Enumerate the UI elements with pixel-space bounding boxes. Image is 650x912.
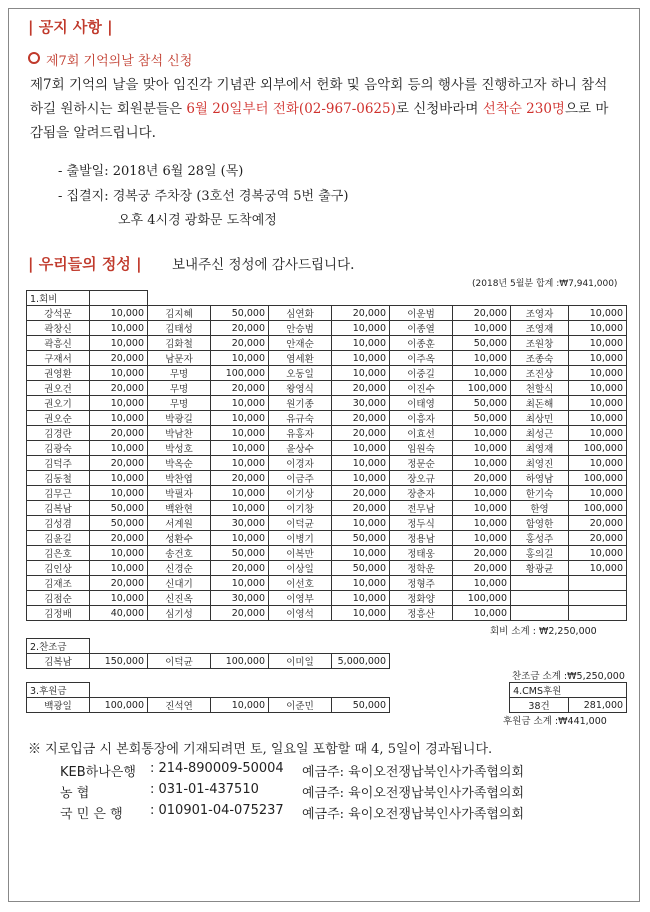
- donor-name: 김지혜: [148, 306, 211, 321]
- donor-name: 곽창신: [27, 321, 90, 336]
- donor-amount: 10,000: [332, 606, 390, 621]
- donor-name: 정형주: [390, 576, 453, 591]
- table-row: [27, 606, 627, 621]
- donor-amount: 10,000: [569, 381, 627, 396]
- donor-name: 이덕균: [269, 516, 332, 531]
- donor-name: 박찬엽: [148, 471, 211, 486]
- donor-amount: 10,000: [569, 351, 627, 366]
- donor-name: 이영석: [269, 606, 332, 621]
- donor-name: 조원창: [511, 336, 569, 351]
- donor-name: 정두식: [390, 516, 453, 531]
- donor-amount: 10,000: [332, 546, 390, 561]
- membership-subtotal: 회비 소계 : ₩2,250,000: [490, 626, 597, 637]
- donor-amount: 50,000: [453, 411, 511, 426]
- bank-name: KEB하나은행: [60, 765, 136, 780]
- donor-amount: 10,000: [453, 531, 511, 546]
- bank-holder: 예금주: 육이오전쟁납북인사가족협의회: [302, 765, 524, 780]
- donor-name: 송건호: [148, 546, 211, 561]
- donor-amount: 10,000: [569, 321, 627, 336]
- donor-amount: 10,000: [211, 576, 269, 591]
- donor-amount: 100,000: [453, 591, 511, 606]
- donor-name: 성환수: [148, 531, 211, 546]
- donor-amount: 20,000: [90, 531, 148, 546]
- donor-name: 김태성: [148, 321, 211, 336]
- donor-amount: 20,000: [332, 381, 390, 396]
- donor-amount: 10,000: [453, 486, 511, 501]
- donor-amount: 50,000: [211, 546, 269, 561]
- cms-amount: 281,000: [569, 698, 627, 713]
- donor-amount: 10,000: [332, 366, 390, 381]
- donor-name: 안승범: [269, 321, 332, 336]
- membership-label-row: [27, 291, 627, 306]
- bank-account: : 214-890009-50004: [150, 761, 284, 776]
- donor-name: 최영진: [511, 456, 569, 471]
- donor-name: 김화철: [148, 336, 211, 351]
- donor-name: 곽흥신: [27, 336, 90, 351]
- table-row: [27, 456, 627, 471]
- donor-name: 임원숙: [390, 441, 453, 456]
- donor-name: 박광길: [148, 411, 211, 426]
- donor-amount: 10,000: [90, 321, 148, 336]
- donor-amount: 50,000: [90, 501, 148, 516]
- circle-bullet-icon: [28, 52, 40, 64]
- donor-name: 김복남: [27, 501, 90, 516]
- cms-label: 4.CMS후원: [510, 683, 627, 698]
- donor-amount: 10,000: [90, 561, 148, 576]
- donor-amount: 10,000: [569, 306, 627, 321]
- donor-name: 이효선: [390, 426, 453, 441]
- donor-name: 이흥자: [390, 411, 453, 426]
- donor-amount: 10,000: [453, 351, 511, 366]
- donor-amount: 20,000: [211, 561, 269, 576]
- donor-amount: 10,000: [90, 546, 148, 561]
- donor-amount: 10,000: [90, 336, 148, 351]
- donor-name: 조종숙: [511, 351, 569, 366]
- donor-name: 김덕주: [27, 456, 90, 471]
- donor-amount: 100,000: [569, 441, 627, 456]
- donor-amount: [569, 576, 627, 591]
- donor-amount: 50,000: [90, 516, 148, 531]
- transfer-note: ※ 지로입금 시 본회통장에 기재되려면 토, 일요일 포함할 때 4, 5일이 경과됩니다.: [28, 742, 493, 757]
- donor-name: 이경자: [269, 456, 332, 471]
- table-row: [27, 366, 627, 381]
- donor-name: 김성겸: [27, 516, 90, 531]
- support-subtotal: 찬조금 소계 :₩5,250,000: [512, 671, 625, 682]
- meeting-place: - 집결지: 경복궁 주차장 (3호선 경복궁역 5번 출구): [58, 189, 349, 204]
- donor-amount: 10,000: [453, 426, 511, 441]
- table-row: [27, 501, 627, 516]
- donor-amount: 20,000: [569, 516, 627, 531]
- donor-amount: 100,000: [569, 501, 627, 516]
- donor-amount: 10,000: [211, 426, 269, 441]
- bank-name: 국 민 은 행: [60, 807, 123, 822]
- donor-name: 박필자: [148, 486, 211, 501]
- donor-name: 이기상: [269, 486, 332, 501]
- donor-name: 심연화: [269, 306, 332, 321]
- donor-amount: 20,000: [211, 606, 269, 621]
- donor-amount: 10,000: [569, 336, 627, 351]
- donor-amount: 10,000: [90, 591, 148, 606]
- donor-amount: 10,000: [211, 396, 269, 411]
- table-row: [27, 486, 627, 501]
- donor-amount: 10,000: [569, 456, 627, 471]
- donor-name: 천할식: [511, 381, 569, 396]
- donor-name: [511, 591, 569, 606]
- donor-name: 김윤길: [27, 531, 90, 546]
- table-row: [27, 441, 627, 456]
- thanks-text: 보내주신 정성에 감사드립니다.: [172, 257, 355, 273]
- table-row: [27, 306, 627, 321]
- donor-amount: 10,000: [90, 441, 148, 456]
- donor-name: 김광숙: [27, 441, 90, 456]
- donor-amount: 50,000: [211, 306, 269, 321]
- donor-amount: 10,000: [90, 411, 148, 426]
- donor-name: 한영: [511, 501, 569, 516]
- donor-name: 왕영식: [269, 381, 332, 396]
- sponsor-table: [26, 682, 627, 713]
- donor-name: 정학운: [390, 561, 453, 576]
- donor-amount: 10,000: [453, 606, 511, 621]
- donor-name: 이진수: [390, 381, 453, 396]
- donor-amount: 20,000: [453, 306, 511, 321]
- departure-date: - 출발일: 2018년 6월 28일 (목): [58, 164, 244, 179]
- donor-name: 김점순: [27, 591, 90, 606]
- donor-amount: 20,000: [90, 381, 148, 396]
- donor-amount: 20,000: [569, 531, 627, 546]
- notice-paragraph: 제7회 기억의 날을 맞아 임진각 기념관 외부에서 헌화 및 음악회 등의 행사를 진행하고자 하니 참석하길 원하시는 회원분들은 6월 20일부터 전화(02-967-0625)로 신청바라며 선착순 230명으로 마감됨을 알려드립니다.: [30, 77, 609, 141]
- donor-name: 안재순: [269, 336, 332, 351]
- donor-name: 홍성주: [511, 531, 569, 546]
- donor-amount: [569, 591, 627, 606]
- donor-amount: 20,000: [90, 576, 148, 591]
- donor-amount: 20,000: [211, 336, 269, 351]
- notice-header: | 공지 사항 |: [28, 18, 113, 36]
- donor-name: 무명: [148, 366, 211, 381]
- donor-name: 한기숙: [511, 486, 569, 501]
- donor-amount: 50,000: [332, 531, 390, 546]
- donor-name: 이영부: [269, 591, 332, 606]
- donor-amount: 100,000: [211, 366, 269, 381]
- donor-amount: 20,000: [211, 471, 269, 486]
- donor-name: 오동일: [269, 366, 332, 381]
- donor-amount: 100,000: [569, 471, 627, 486]
- donor-amount: 20,000: [332, 306, 390, 321]
- donor-name: 이운범: [390, 306, 453, 321]
- donor-amount: [569, 606, 627, 621]
- donor-name: 김정배: [27, 606, 90, 621]
- donor-amount: 20,000: [332, 501, 390, 516]
- donor-name: 정흥산: [390, 606, 453, 621]
- table-row: [27, 471, 627, 486]
- donor-amount: 10,000: [90, 486, 148, 501]
- donor-amount: 10,000: [211, 486, 269, 501]
- donor-name: 원기종: [269, 396, 332, 411]
- donor-name: 이상일: [269, 561, 332, 576]
- donor-name: 박남찬: [148, 426, 211, 441]
- table-row: [27, 576, 627, 591]
- donor-name: 유규숙: [269, 411, 332, 426]
- donor-amount: 20,000: [453, 546, 511, 561]
- membership-label: 1.회비: [27, 291, 90, 306]
- donor-name: 조영재: [511, 321, 569, 336]
- donor-amount: 50,000: [453, 396, 511, 411]
- donor-amount: 20,000: [211, 381, 269, 396]
- donor-name: 하영남: [511, 471, 569, 486]
- donor-name: 심기성: [148, 606, 211, 621]
- support-table: [26, 638, 627, 669]
- sponsor-row: 백광일 100,000 진석연 10,000 이준민 50,000 38건 281,000: [27, 698, 627, 713]
- donor-amount: 10,000: [332, 351, 390, 366]
- donor-name: 권오기: [27, 396, 90, 411]
- donor-amount: 30,000: [332, 396, 390, 411]
- donor-amount: 10,000: [90, 396, 148, 411]
- date-phone-highlight: 6월 20일부터 전화(02-967-0625): [186, 101, 396, 117]
- donor-name: [511, 576, 569, 591]
- donations-header: | 우리들의 정성 |: [28, 255, 142, 273]
- donor-amount: 10,000: [569, 561, 627, 576]
- donor-amount: 10,000: [569, 411, 627, 426]
- support-label: 2.찬조금: [27, 639, 90, 654]
- donor-name: 장춘자: [390, 486, 453, 501]
- donor-name: 장오규: [390, 471, 453, 486]
- donor-amount: 20,000: [90, 351, 148, 366]
- donor-name: 무명: [148, 381, 211, 396]
- bank-holder: 예금주: 육이오전쟁납북인사가족협의회: [302, 807, 524, 822]
- donor-name: 이종훈: [390, 336, 453, 351]
- donor-amount: 100,000: [453, 381, 511, 396]
- table-row: [27, 321, 627, 336]
- donor-name: 홍의길: [511, 546, 569, 561]
- donor-name: 최돈해: [511, 396, 569, 411]
- donor-amount: 20,000: [90, 426, 148, 441]
- bank-account: : 010901-04-075237: [150, 803, 284, 818]
- table-row: [27, 561, 627, 576]
- donor-name: 이종열: [390, 321, 453, 336]
- donor-name: 김경란: [27, 426, 90, 441]
- donor-name: 권영환: [27, 366, 90, 381]
- bank-account: : 031-01-437510: [150, 782, 259, 797]
- donor-amount: 10,000: [332, 456, 390, 471]
- table-row: [27, 396, 627, 411]
- donor-amount: 40,000: [90, 606, 148, 621]
- donor-name: 권오건: [27, 381, 90, 396]
- donor-name: 신경순: [148, 561, 211, 576]
- donor-amount: 10,000: [569, 426, 627, 441]
- donor-amount: 10,000: [453, 441, 511, 456]
- donor-name: 이선호: [269, 576, 332, 591]
- membership-table: [26, 290, 627, 621]
- donor-amount: 10,000: [453, 576, 511, 591]
- donor-amount: 10,000: [332, 516, 390, 531]
- table-row: [27, 516, 627, 531]
- table-row: [27, 381, 627, 396]
- donor-amount: 10,000: [332, 576, 390, 591]
- donor-name: [511, 606, 569, 621]
- donor-name: 이금주: [269, 471, 332, 486]
- donor-name: 정화양: [390, 591, 453, 606]
- table-row: [27, 336, 627, 351]
- donor-name: 황광균: [511, 561, 569, 576]
- donor-name: 최영재: [511, 441, 569, 456]
- table-row: [27, 411, 627, 426]
- donor-amount: 30,000: [211, 516, 269, 531]
- donor-amount: 20,000: [332, 486, 390, 501]
- donor-name: 신대기: [148, 576, 211, 591]
- cms-count: 38건: [510, 698, 569, 713]
- donor-amount: 10,000: [569, 486, 627, 501]
- donor-name: 이주옥: [390, 351, 453, 366]
- donor-name: 강석문: [27, 306, 90, 321]
- donor-name: 윤상수: [269, 441, 332, 456]
- donor-name: 이중길: [390, 366, 453, 381]
- donor-name: 이병기: [269, 531, 332, 546]
- donor-amount: 20,000: [90, 456, 148, 471]
- table-row: [27, 426, 627, 441]
- donor-amount: 10,000: [211, 411, 269, 426]
- donor-amount: 10,000: [332, 591, 390, 606]
- donor-amount: 10,000: [569, 366, 627, 381]
- donor-name: 김인상: [27, 561, 90, 576]
- donor-name: 김은호: [27, 546, 90, 561]
- table-row: [27, 351, 627, 366]
- donor-amount: 10,000: [453, 516, 511, 531]
- donor-amount: 10,000: [453, 456, 511, 471]
- capacity-highlight: 선착순 230명: [482, 101, 565, 117]
- donor-amount: 10,000: [453, 321, 511, 336]
- donor-name: 최성근: [511, 426, 569, 441]
- notice-title: 제7회 기억의날 참석 신청: [28, 50, 192, 69]
- donor-amount: 10,000: [211, 531, 269, 546]
- donor-name: 정용남: [390, 531, 453, 546]
- donor-amount: 30,000: [211, 591, 269, 606]
- donor-name: 김무근: [27, 486, 90, 501]
- sponsor-subtotal: 후원금 소계 :₩441,000: [503, 716, 607, 727]
- donor-amount: 10,000: [332, 321, 390, 336]
- donor-name: 유홍자: [269, 426, 332, 441]
- donor-amount: 50,000: [332, 561, 390, 576]
- donor-name: 남문자: [148, 351, 211, 366]
- donor-name: 함영한: [511, 516, 569, 531]
- bank-holder: 예금주: 육이오전쟁납북인사가족협의회: [302, 786, 524, 801]
- donor-amount: 10,000: [211, 351, 269, 366]
- arrival-time: 오후 4시경 광화문 도착예정: [118, 213, 277, 228]
- donor-amount: 20,000: [453, 471, 511, 486]
- donor-amount: 20,000: [211, 321, 269, 336]
- table-row: [27, 591, 627, 606]
- donor-name: 무명: [148, 396, 211, 411]
- donor-name: 서계원: [148, 516, 211, 531]
- donor-name: 정문순: [390, 456, 453, 471]
- donor-amount: 10,000: [453, 501, 511, 516]
- donor-name: 백완현: [148, 501, 211, 516]
- sponsor-label: 3.후원금: [27, 683, 90, 698]
- donor-amount: 10,000: [453, 366, 511, 381]
- donor-name: 김재조: [27, 576, 90, 591]
- donor-amount: 10,000: [332, 441, 390, 456]
- donor-name: 조영자: [511, 306, 569, 321]
- donor-amount: 10,000: [211, 501, 269, 516]
- donor-name: 전무남: [390, 501, 453, 516]
- bank-name: 농 협: [60, 786, 90, 801]
- donor-name: 박옥순: [148, 456, 211, 471]
- donor-amount: 10,000: [332, 336, 390, 351]
- donor-amount: 10,000: [90, 366, 148, 381]
- donor-amount: 10,000: [211, 441, 269, 456]
- donor-amount: 50,000: [453, 336, 511, 351]
- table-row: [27, 531, 627, 546]
- table-row: [27, 546, 627, 561]
- donor-amount: 10,000: [569, 396, 627, 411]
- donor-amount: 20,000: [453, 561, 511, 576]
- donor-amount: 10,000: [332, 471, 390, 486]
- donor-amount: 20,000: [332, 426, 390, 441]
- donor-amount: 10,000: [569, 546, 627, 561]
- donor-name: 정태웅: [390, 546, 453, 561]
- donor-name: 권오순: [27, 411, 90, 426]
- donor-name: 조진상: [511, 366, 569, 381]
- donor-name: 최상민: [511, 411, 569, 426]
- donor-name: 박성호: [148, 441, 211, 456]
- monthly-total: (2018년 5월분 합계 :₩7,941,000): [472, 279, 618, 289]
- donor-name: 염세환: [269, 351, 332, 366]
- donor-name: 김동철: [27, 471, 90, 486]
- donor-amount: 10,000: [90, 306, 148, 321]
- donor-name: 신진옥: [148, 591, 211, 606]
- donor-name: 이복만: [269, 546, 332, 561]
- donor-name: 이태영: [390, 396, 453, 411]
- donor-amount: 20,000: [332, 411, 390, 426]
- donor-amount: 10,000: [90, 471, 148, 486]
- donor-name: 구재서: [27, 351, 90, 366]
- support-row: 김복남 150,000 이덕균 100,000 이미일 5,000,000: [27, 654, 627, 669]
- donor-amount: 10,000: [211, 456, 269, 471]
- donor-name: 이기창: [269, 501, 332, 516]
